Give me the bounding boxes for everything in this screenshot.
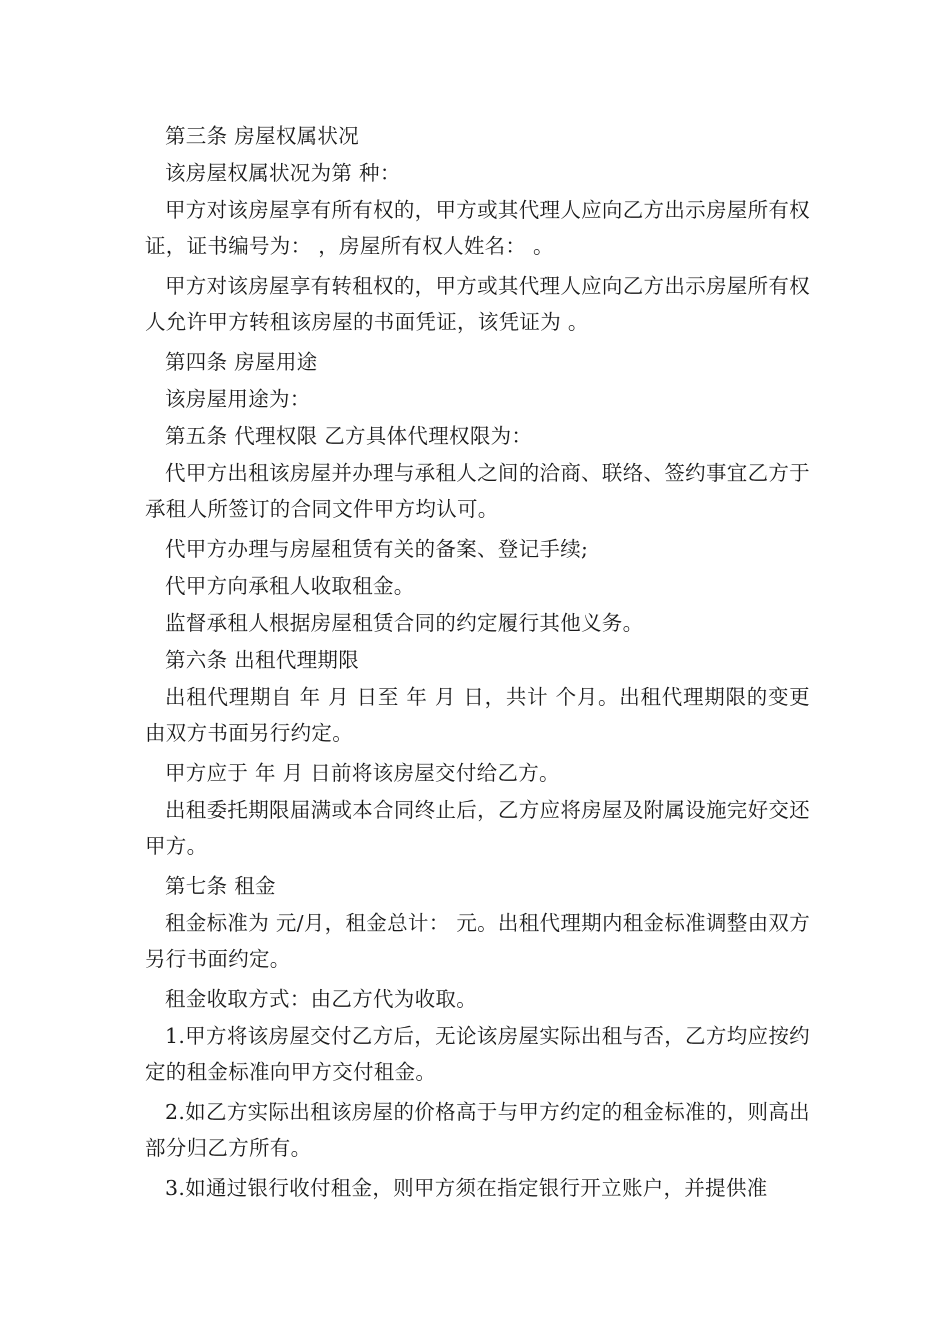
agency-collect-line: 代甲方向承租人收取租金。 [165,574,415,598]
article-4-heading: 第四条 房屋用途 [165,350,318,374]
article-6-heading: 第六条 出租代理期限 [165,648,360,672]
article-7-heading: 第七条 租金 [165,874,276,898]
handover-date-line: 甲方应于 年 月 日前将该房屋交付给乙方。 [165,761,560,785]
ownership-status-line: 该房屋权属状况为第 种： [165,161,401,185]
rent-item-2: 2.如乙方实际出租该房屋的价格高于与甲方约定的租金标准的，则高出部分归乙方所有。 [145,1100,810,1160]
ownership-right-paragraph: 甲方对该房屋享有所有权的，甲方或其代理人应向乙方出示房屋所有权证，证书编号为： ，房屋所有权人姓名： 。 [145,198,810,258]
usage-line: 该房屋用途为： [165,387,311,411]
agency-rent-paragraph: 代甲方出租该房屋并办理与承租人之间的洽商、联络、签约事宜乙方于承租人所签订的合同文件甲方均认可。 [145,461,810,521]
article-3-heading: 第三条 房屋权属状况 [165,124,360,148]
rent-standard-paragraph: 租金标准为 元/月，租金总计： 元。出租代理期内租金标准调整由双方另行书面约定。 [145,911,810,971]
document-body [145,118,810,1207]
agency-supervise-line: 监督承租人根据房屋租赁合同的约定履行其他义务。 [165,611,644,635]
article-5-heading: 第五条 代理权限 乙方具体代理权限为： [165,424,533,448]
rent-collection-line: 租金收取方式：由乙方代为收取。 [165,987,477,1011]
sublease-right-paragraph: 甲方对该房屋享有转租权的，甲方或其代理人应向乙方出示房屋所有权人允许甲方转租该房屋的书面凭证，该凭证为 。 [145,274,810,334]
return-property-paragraph: 出租委托期限届满或本合同终止后，乙方应将房屋及附属设施完好交还甲方。 [145,798,810,858]
rent-item-3: 3.如通过银行收付租金，则甲方须在指定银行开立账户，并提供准 [165,1176,768,1200]
agency-filing-line: 代甲方办理与房屋租赁有关的备案、登记手续; [165,537,589,561]
rent-item-1: 1.甲方将该房屋交付乙方后，无论该房屋实际出租与否，乙方均应按约定的租金标准向甲方交付租金。 [145,1024,810,1084]
agency-period-paragraph: 出租代理期自 年 月 日至 年 月 日，共计 个月。出租代理期限的变更由双方书面另行约定。 [145,685,810,745]
